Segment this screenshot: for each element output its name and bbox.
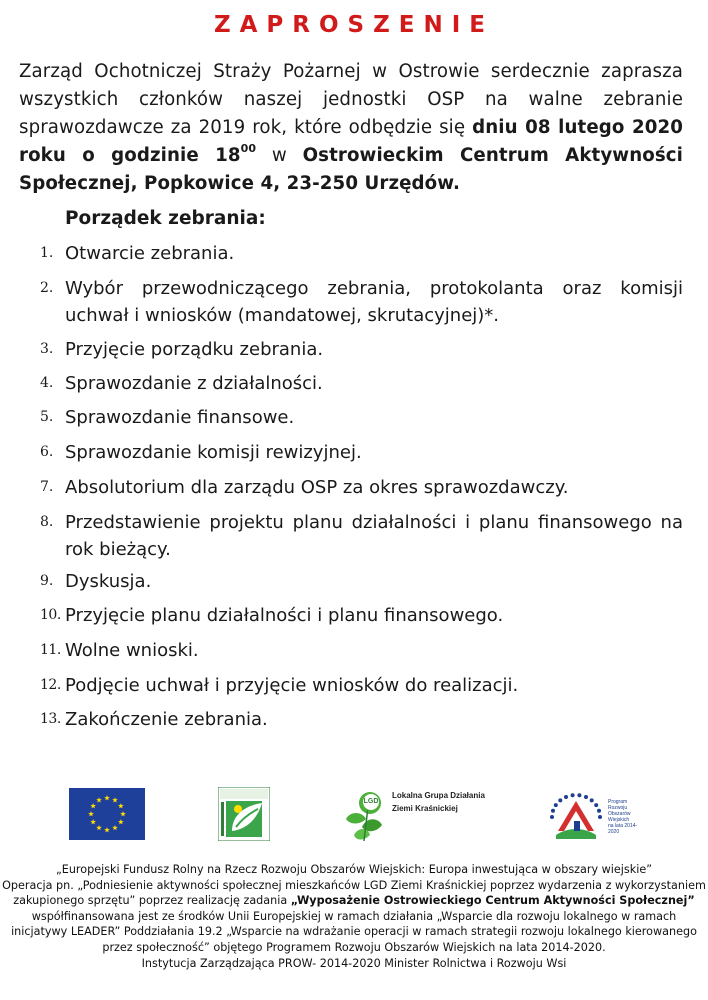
agenda-item-number: 7. [40, 479, 54, 495]
prow-line5: na lata 2014-2020 [608, 823, 638, 835]
footer-line-5: inicjatywy LEADER” Poddziałania 19.2 „Wsparcie na wdrażanie operacji w ramach strategii rozwoju lokalnego kierowanego [11, 925, 697, 939]
page-title: ZAPROSZENIE [213, 12, 495, 38]
funding-footer [0, 862, 708, 971]
agenda-item-number: 6. [40, 444, 54, 460]
agenda-item-text: Absolutorium dla zarządu OSP za okres sprawozdawczy. [65, 477, 569, 498]
agenda-item-number: 1. [40, 245, 54, 261]
agenda-item-text: Przedstawienie projektu planu działalności i planu finansowego na rok bieżący. [65, 512, 683, 560]
intro-connector: w [256, 145, 303, 166]
agenda-item-number: 13. [40, 711, 61, 727]
agenda-item-number: 5. [40, 409, 54, 425]
agenda-item-text: Otwarcie zebrania. [65, 243, 235, 264]
prow-star [564, 795, 568, 799]
agenda-item-number: 8. [40, 514, 54, 530]
intro-text: Zarząd Ochotniczej Straży Pożarnej w Ostrowie serdecznie zaprasza wszystkich członków naszej jednostki OSP na walne zebranie sprawozdawcze za 2019 rok, które odbędzie się [19, 61, 683, 138]
agenda-item-text: Sprawozdanie z działalności. [65, 373, 323, 394]
meeting-minutes: 00 [240, 142, 257, 155]
agenda-item-number: 12. [40, 677, 61, 693]
prow-star [558, 798, 562, 802]
meeting-place: Ostrowieckim Centrum Aktywności Społecznej, Popkowice 4, 23-250 Urzędów. [19, 145, 683, 194]
prow-logo [548, 787, 640, 843]
lgd-badge: LGD [362, 793, 380, 811]
agenda-item-text: Wybór przewodniczącego zebrania, protokolanta oraz komisji uchwał i wniosków (mandatowej, skrutacyjnej)*. [65, 278, 683, 326]
footer-task-name: „Wyposażenie Ostrowieckiego Centrum Aktywności Społecznej” [290, 894, 695, 908]
agenda-item-text: Zakończenie zebrania. [65, 709, 268, 730]
agenda-item-number: 2. [40, 280, 54, 296]
footer-line-3-text: zakupionego sprzętu” poprzez realizację zadania [13, 894, 291, 908]
footer-line-3 [0, 893, 708, 909]
footer-line-6: przez społeczność” objętego Programem Rozwoju Obszarów Wiejskich na lata 2014-2020. [102, 940, 606, 954]
lgd-name-line2: Ziemi Kraśnickiej [392, 804, 458, 813]
sponsor-logos [0, 785, 708, 845]
prow-star [571, 793, 575, 797]
leader-logo-icon [218, 787, 270, 841]
agenda-heading: Porządek zebrania: [65, 208, 266, 229]
prow-star [577, 793, 581, 797]
agenda-item-text: Wolne wnioski. [65, 640, 199, 661]
agenda-item-text: Przyjęcie porządku zebrania. [65, 339, 324, 360]
lgd-leaves-icon [340, 785, 388, 843]
lgd-logo [340, 785, 500, 843]
agenda-item-number: 3. [40, 341, 54, 357]
prow-emblem-icon [548, 787, 604, 841]
prow-star [584, 795, 588, 799]
lgd-name-line1: Lokalna Grupa Działania [392, 791, 485, 800]
prow-star [590, 798, 594, 802]
agenda-item-number: 4. [40, 375, 54, 391]
prow-line2: Rozwoju [608, 805, 628, 811]
agenda-item-text: Przyjęcie planu działalności i planu finansowego. [65, 605, 504, 626]
prow-star [551, 809, 555, 813]
prow-line1: Program [608, 799, 628, 805]
agenda-item-text: Podjęcie uchwał i przyjęcie wniosków do realizacji. [65, 675, 519, 696]
prow-line3: Obszarów [608, 811, 631, 817]
agenda-item-text: Sprawozdanie finansowe. [65, 407, 295, 428]
agenda-item-text: Dyskusja. [65, 571, 152, 592]
agenda-item-number: 9. [40, 573, 54, 589]
eu-flag-icon [69, 788, 145, 840]
footer-line-4: współfinansowana jest ze środków Unii Europejskiej w ramach działania „Wsparcie dla rozwoju lokalnego w ramach [31, 909, 677, 923]
prow-star [550, 815, 554, 819]
footer-line-1: „Europejski Fundusz Rolny na Rzecz Rozwoju Obszarów Wiejskich: Europa inwestująca w obszary wiejskie” [55, 863, 653, 876]
prow-star [554, 803, 558, 807]
agenda-item-number: 10. [40, 607, 61, 623]
prow-star [598, 815, 602, 819]
prow-line4: Wiejskich [608, 817, 630, 823]
agenda-item-text: Sprawozdanie komisji rewizyjnej. [65, 442, 362, 463]
footer-line-7: Instytucja Zarządzająca PROW- 2014-2020 Minister Rolnictwa i Rozwoju Wsi [141, 956, 567, 970]
meeting-date-text: dniu 08 lutego 2020 roku o godzinie 18 [19, 117, 683, 166]
prow-star [597, 809, 601, 813]
prow-star [594, 803, 598, 807]
agenda-item-number: 11. [40, 642, 61, 658]
invitation-text [19, 58, 683, 198]
footer-line-2: Operacja pn. „Podniesienie aktywności społecznej mieszkańców LGD Ziemi Kraśnickiej poprzez wydarzenia z wykorzystaniem [2, 878, 706, 892]
